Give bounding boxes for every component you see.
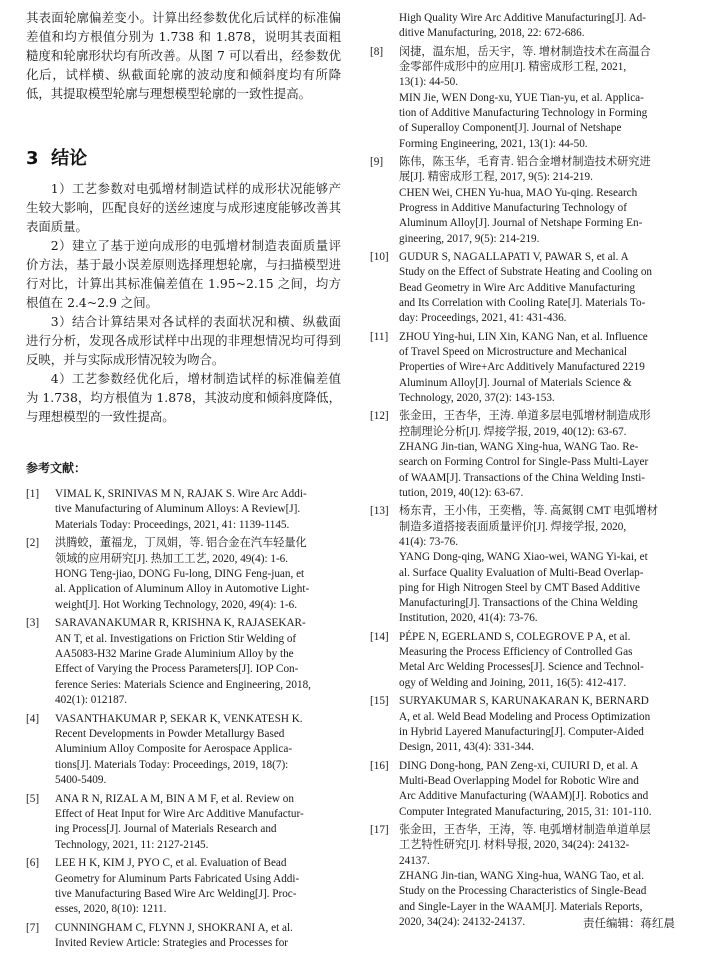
reference-line: PÉPE N, EGERLAND S, COLEGROVE P A, et al.	[399, 630, 631, 643]
reference-line: Bead Geometry in Wire Arc Additive Manufacturing	[399, 281, 636, 294]
reference-line: GUDUR S, NAGALLAPATI V, PAWAR S, et al. A	[399, 251, 629, 264]
reference-line: YANG Dong-qing, WANG Xiao-wei, WANG Yi-kai, et	[399, 551, 648, 564]
left-column-text	[26, 8, 341, 103]
reference-line: gineering, 2017, 9(5): 214-219.	[399, 232, 540, 245]
conclusion-item: 1）工艺参数对电弧增材制造试样的成形状况能够产生较大影响，匹配良好的送丝速度与成形速度能够改善其表面质量。	[26, 181, 341, 234]
reference-line: 闵捷，温东旭，岳天宇，等. 增材制造技术在高温合	[399, 45, 651, 58]
reference-line: 控制理论分析[J]. 焊接学报, 2019, 40(12): 63-67.	[399, 425, 627, 438]
reference-line: Metal Arc Welding Processes[J]. Science and Technol-	[399, 661, 644, 674]
reference-line: ference Series: Materials Science and Engineering, 2018,	[55, 678, 311, 691]
reference-item	[26, 487, 341, 533]
reference-line: Invited Review Article: Strategies and Processes for	[55, 937, 289, 950]
reference-line: Technology, 2021, 11: 2127-2145.	[55, 838, 209, 851]
reference-line: 2020, 34(24): 24132-24137.	[399, 915, 526, 928]
reference-line: MIN Jie, WEN Dong-xu, YUE Tian-yu, et al. Applica-	[399, 91, 644, 104]
reference-line: 5400-5409.	[55, 773, 107, 786]
reference-item	[26, 712, 341, 788]
reference-line: Aluminum Alloy[J]. Journal of Materials Science &	[399, 376, 632, 389]
reference-number: [6]	[26, 857, 40, 870]
reference-line: Arc Additive Manufacturing (WAAM)[J]. Robotics and	[399, 790, 649, 803]
reference-line: ANA R N, RIZAL A M, BIN A M F, et al. Review on	[55, 792, 294, 805]
reference-line: AN T, et al. Investigations on Friction Stir Welding of	[55, 632, 297, 645]
reference-item	[370, 11, 684, 42]
reference-line: search on Forming Control for Single-Pass Multi-Layer	[399, 456, 649, 469]
conclusion-item: 4）工艺参数经优化后，增材制造试样的标准偏差值为 1.738，均方根值为 1.878，其波动度和倾斜度降低，与理想模型的一致性提高。	[26, 371, 341, 424]
reference-item	[26, 792, 341, 853]
references-title: 参考文献：	[26, 461, 87, 475]
reference-line: 杨东青，王小伟，王奕楷，等. 高氮钢 CMT 电弧增材	[399, 505, 658, 518]
reference-number: [10]	[370, 251, 389, 264]
reference-line: Materials Today: Proceedings, 2021, 41: 1139-1145.	[55, 518, 290, 531]
reference-item	[26, 856, 341, 917]
reference-line: 工艺特性研究[J]. 材料导报, 2020, 34(24): 24132-	[399, 839, 630, 852]
reference-line: 13(1): 44-50.	[399, 76, 459, 89]
reference-line: Geometry for Aluminum Parts Fabricated Using Addi-	[55, 872, 300, 885]
reference-number: [1]	[26, 488, 40, 500]
reference-line: AA5083-H32 Marine Grade Aluminium Alloy by the	[55, 647, 294, 660]
reference-line: 陈伟，陈玉华，毛育青. 铝合金增材制造技术研究进	[399, 156, 651, 169]
reference-line: Technology, 2020, 37(2): 143-153.	[399, 391, 555, 404]
reference-line: ZHANG Jin-tian, WANG Xing-hua, WANG Tao, et al.	[399, 869, 644, 882]
reference-number: [14]	[370, 630, 389, 643]
responsible-editor: 责任编辑：蒋红晨	[583, 916, 675, 930]
reference-number: [12]	[370, 410, 389, 423]
reference-line: 张金田，王杏华，王涛. 单道多层电弧增材制造成形	[399, 410, 651, 423]
reference-line: VIMAL K, SRINIVAS M N, RAJAK S. Wire Arc Addi-	[55, 488, 307, 500]
reference-number: [16]	[370, 759, 389, 772]
reference-number: [9]	[370, 156, 384, 169]
reference-line: A, et al. Weld Bead Modeling and Process Optimization	[399, 710, 651, 723]
references-right-column	[370, 11, 684, 933]
reference-item	[370, 45, 684, 152]
reference-line: al. Surface Quality Evaluation of Multi-Bead Overlap-	[399, 566, 644, 579]
reference-line: of Superalloy Component[J]. Journal of Netshape	[399, 122, 622, 135]
reference-line: tions[J]. Materials Today: Proceedings, 2019, 18(7):	[55, 758, 289, 771]
reference-line: HONG Teng-jiao, DONG Fu-long, DING Feng-juan, et	[55, 567, 305, 580]
reference-line: day: Proceedings, 2021, 41: 431-436.	[399, 312, 567, 325]
reference-item	[370, 759, 684, 820]
reference-line: DING Dong-hong, PAN Zeng-xi, CUIURI D, et al. A	[399, 759, 639, 772]
reference-line: 洪腾蛟，董福龙，丁凤娟，等. 铝合金在汽车轻量化	[55, 537, 307, 550]
reference-line: and Single-Layer in the WAAM[J]. Materials Reports,	[399, 900, 643, 913]
reference-line: Study on the Effect of Substrate Heating and Cooling on	[399, 266, 653, 279]
reference-line: CHEN Wei, CHEN Yu-hua, MAO Yu-qing. Research	[399, 186, 638, 199]
reference-line: Recent Developments in Powder Metallurgy Based	[55, 727, 285, 740]
reference-line: SARAVANAKUMAR R, KRISHNA K, RAJASEKAR-	[55, 617, 306, 630]
reference-line: tive Manufacturing Based Wire Arc Welding[J]. Proc-	[55, 887, 297, 900]
reference-item	[370, 630, 684, 691]
reference-line: Aluminium Alloy Composite for Aerospace Applica-	[55, 743, 293, 756]
reference-line: CUNNINGHAM C, FLYNN J, SHOKRANI A, et al.	[55, 922, 293, 935]
reference-line: 402(1): 012187.	[55, 693, 128, 706]
reference-line: Measuring the Process Efficiency of Controlled Gas	[399, 646, 633, 659]
conclusion-item: 3）结合计算结果对各试样的表面状况和横、纵截面进行分析，发现各成形试样中出现的非理想情况均可得到反映，并与实际成形情况较为吻合。	[26, 314, 341, 367]
reference-item	[26, 616, 341, 708]
reference-line: and Its Correlation with Cooling Rate[J]. Materials To-	[399, 296, 646, 309]
reference-line: 张金田，王杏华，王涛，等. 电弧增材制造单道单层	[399, 824, 651, 837]
reference-number: [8]	[370, 45, 384, 58]
reference-line: Forming Engineering, 2021, 13(1): 44-50.	[399, 137, 588, 150]
reference-number: [15]	[370, 695, 389, 708]
reference-line: esses, 2020, 8(10): 1211.	[55, 903, 167, 916]
reference-item	[370, 504, 684, 626]
reference-line: 41(4): 73-76.	[399, 535, 459, 548]
reference-line: Aluminum Alloy[J]. Journal of Netshape Forming En-	[399, 217, 643, 230]
reference-line: 展[J]. 精密成形工程, 2017, 9(5): 214-219.	[399, 171, 593, 184]
reference-item	[370, 409, 684, 501]
reference-line: of WAAM[J]. Transactions of the China Welding Insti-	[399, 471, 646, 484]
reference-number: [11]	[370, 330, 389, 343]
reference-line: Manufacturing[J]. Transactions of the China Welding	[399, 597, 638, 610]
reference-line: weight[J]. Hot Working Technology, 2020, 49(4): 1-6.	[55, 598, 298, 611]
reference-number: [3]	[26, 617, 40, 630]
reference-line: tive Manufacturing of Aluminum Alloys: A Review[J].	[55, 503, 301, 516]
reference-line: 制造多道搭接表面质量评价[J]. 焊接学报, 2020,	[399, 520, 627, 533]
reference-line: tution, 2019, 40(12): 63-67.	[399, 486, 524, 499]
reference-number: [5]	[26, 792, 40, 805]
reference-number: [17]	[370, 824, 389, 837]
reference-item	[370, 250, 684, 326]
reference-line: ZHOU Ying-hui, LIN Xin, KANG Nan, et al. Influence	[399, 330, 648, 343]
reference-item	[26, 536, 341, 612]
reference-line: Computer Integrated Manufacturing, 2015, 31: 101-110.	[399, 805, 652, 818]
reference-number: [13]	[370, 505, 389, 518]
reference-item	[370, 694, 684, 755]
reference-line: 领域的应用研究[J]. 热加工工艺, 2020, 49(4): 1-6.	[55, 552, 289, 565]
reference-line: Progress in Additive Manufacturing Technology of	[399, 201, 628, 214]
intro-paragraph: 其表面轮廓偏差变小。计算出经参数优化后试样的标准偏差值和均方根值分别为 1.738 和 1.878，说明其表面粗糙度和轮廓形状均有所改善。从图 7 可以看出，经参数优化后，试样横、纵截面轮廓的波动度和倾斜度均有所降低，其提取模型轮廓与理想模型轮廓的一致性提高。	[26, 10, 341, 101]
reference-line: ogy of Welding and Joining, 2011, 16(5): 412-417.	[399, 676, 627, 689]
reference-line: in Hybrid Layered Manufacturing[J]. Computer-Aided	[399, 725, 644, 738]
reference-line: tion of Additive Manufacturing Technology in Forming	[399, 106, 648, 119]
reference-item	[370, 330, 684, 406]
reference-line: Design, 2011, 43(4): 331-344.	[399, 741, 535, 754]
reference-line: of Travel Speed on Microstructure and Mechanical	[399, 345, 628, 358]
reference-line: Institution, 2020, 41(4): 73-76.	[399, 612, 538, 625]
reference-line: ping for High Nitrogen Steel by CMT Based Additive	[399, 581, 640, 594]
section-title: 结论	[51, 148, 88, 169]
reference-line: Effect of Varying the Process Parameters[J]. IOP Con-	[55, 663, 299, 676]
reference-line: ing Process[J]. Journal of Materials Research and	[55, 823, 277, 836]
reference-line: 金零部件成形中的应用[J]. 精密成形工程, 2021,	[399, 61, 627, 74]
reference-line: al. Application of Aluminum Alloy in Automotive Light-	[55, 583, 310, 596]
section-number: 3	[26, 148, 39, 169]
reference-line: ZHANG Jin-tian, WANG Xing-hua, WANG Tao. Re-	[399, 440, 639, 453]
reference-line: VASANTHAKUMAR P, SEKAR K, VENKATESH K.	[55, 712, 303, 725]
reference-line: 24137.	[399, 854, 430, 867]
reference-line: High Quality Wire Arc Additive Manufacturing[J]. Ad-	[399, 12, 646, 24]
reference-line: SURYAKUMAR S, KARUNAKARAN K, BERNARD	[399, 695, 649, 708]
reference-line: Multi-Bead Overlapping Model for Robotic Wire and	[399, 774, 639, 787]
reference-number: [7]	[26, 922, 40, 935]
reference-line: Study on the Processing Characteristics of Single-Bead	[399, 885, 647, 898]
reference-line: LEE H K, KIM J, PYO C, et al. Evaluation of Bead	[55, 857, 287, 870]
section-heading	[26, 144, 87, 170]
conclusions	[26, 179, 341, 426]
reference-line: Effect of Heat Input for Wire Arc Additive Manufactur-	[55, 807, 304, 820]
conclusion-item: 2）建立了基于逆向成形的电弧增材制造表面质量评价方法，基于最小误差原则选择理想轮廓，与扫描模型进行对比，计算出其标准偏差值在 1.95~2.15 之间，均方根值在 2.4~2.9 之间。	[26, 238, 341, 310]
reference-line: ditive Manufacturing, 2018, 22: 672-686.	[399, 27, 585, 40]
references-left-column	[26, 487, 341, 955]
reference-item	[370, 155, 684, 247]
reference-item	[26, 921, 341, 952]
reference-number: [4]	[26, 712, 40, 725]
reference-number: [2]	[26, 537, 40, 550]
reference-line: Properties of Wire+Arc Additively Manufactured 2219	[399, 361, 645, 374]
